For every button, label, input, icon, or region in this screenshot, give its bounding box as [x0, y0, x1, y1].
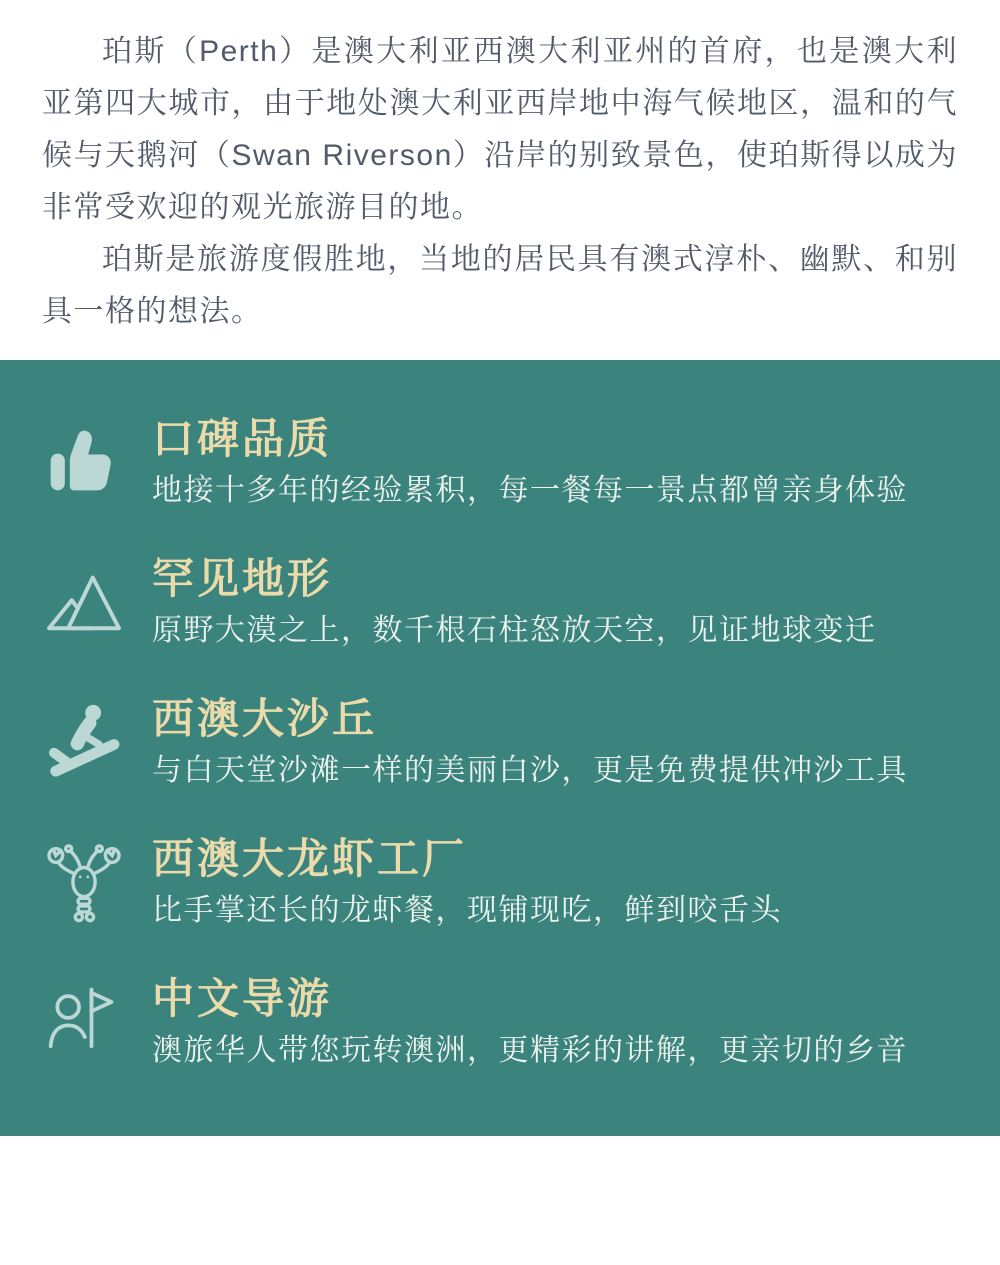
feature-item-terrain: [42, 554, 958, 650]
feature-description: 比手掌还长的龙虾餐，现铺现吃，鲜到咬舌头: [152, 893, 782, 927]
thumbs-up-icon: [42, 414, 126, 510]
feature-item-lobster: [42, 834, 958, 930]
guide-flag-icon: [42, 974, 126, 1070]
feature-text-terrain: [152, 556, 958, 649]
feature-text-quality: [152, 416, 958, 509]
sandboarder-icon: [42, 694, 126, 790]
feature-description: 与白天堂沙滩一样的美丽白沙，更是免费提供冲沙工具: [152, 753, 908, 787]
feature-text-dunes: [152, 696, 958, 789]
feature-description: 原野大漠之上，数千根石柱怒放天空，见证地球变迁: [152, 613, 877, 647]
feature-title: 中文导游: [152, 974, 333, 1022]
feature-title: 西澳大沙丘: [152, 694, 378, 742]
feature-title: 口碑品质: [152, 414, 333, 462]
mountains-icon: [42, 554, 126, 650]
feature-item-quality: [42, 414, 958, 510]
intro-paragraph-2: 珀斯是旅游度假胜地，当地的居民具有澳式淳朴、幽默、和别具一格的想法。: [42, 243, 958, 328]
feature-description: 澳旅华人带您玩转澳洲，更精彩的讲解，更亲切的乡音: [152, 1033, 908, 1067]
feature-text-lobster: [152, 836, 958, 929]
intro-paragraph-1: 珀斯（Perth）是澳大利亚西澳大利亚州的首府，也是澳大利亚第四大城市，由于地处澳大利亚西岸地中海气候地区，温和的气候与天鹅河（Swan Riverson）沿岸的别致景色，使珀斯得以成为非常受欢迎的观光旅游目的地。: [42, 35, 958, 224]
feature-item-guide: [42, 974, 958, 1070]
feature-section: [0, 360, 1000, 1136]
feature-title: 西澳大龙虾工厂: [152, 834, 468, 882]
feature-description: 地接十多年的经验累积，每一餐每一景点都曾亲身体验: [152, 473, 908, 507]
lobster-icon: [42, 834, 126, 930]
intro-section: [0, 0, 1000, 360]
feature-title: 罕见地形: [152, 554, 333, 602]
feature-item-dunes: [42, 694, 958, 790]
feature-text-guide: [152, 976, 958, 1069]
